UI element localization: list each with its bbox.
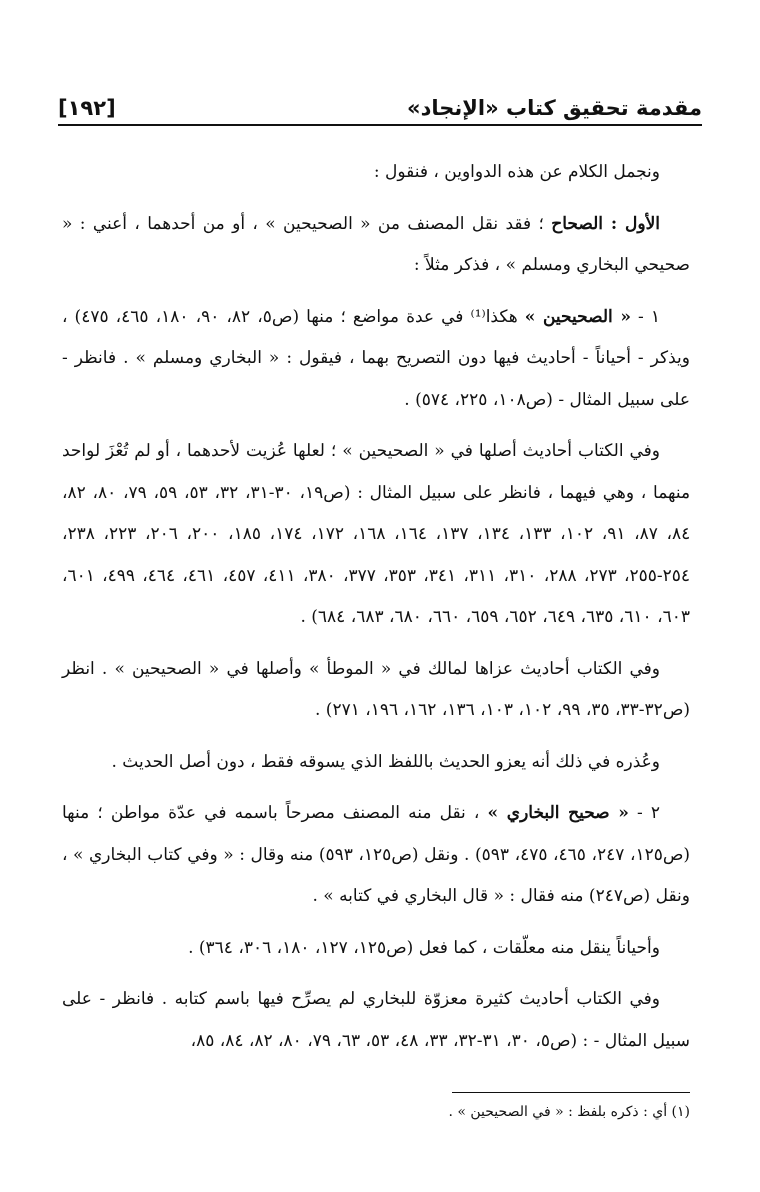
item-label-sahihayn: « الصحيحين »: [524, 306, 631, 327]
paragraph-sihah: [62, 204, 690, 287]
page-title: مقدمة تحقيق كتاب «الإنجاد»: [407, 96, 702, 120]
paragraph-sahihayn-text: هكذا⁽¹⁾ في عدة مواضع ؛ منها (ص٥، ٨٢، ٩٠، ١٨٠، ٤٦٥، ٤٧٥) ، ويذكر - أحياناً - أحاديث فيها دون التصريح بهما ، فيقول : « البخاري ومسلم » . فانظر - على سبيل المثال - (ص١٠٨، ٢٢٥، ٥٧٤) .: [62, 306, 690, 410]
paragraph-sihah-text: ؛ فقد نقل المصنف من « الصحيحين » ، أو من أحدهما ، أعني : « صحيحي البخاري ومسلم » ، فذكر مثلاً :: [62, 213, 690, 275]
footnote: (١) أي : ذكره بلفظ : « في الصحيحين » .: [448, 1104, 690, 1120]
paragraph-bukhari: [62, 793, 690, 918]
section-label-sihah: الأول : الصحاح: [551, 213, 660, 234]
footnote-rule: [452, 1092, 690, 1093]
paragraph-bukhari-text: ، نقل منه المصنف مصرحاً باسمه في عدّة مواطن ؛ منها (ص١٢٥، ٢٤٧، ٤٦٥، ٤٧٥، ٥٩٣) . ونقل (ص١٢٥، ٥٩٣) منه وقال : « وفي كتاب البخاري » ، ونقل (ص٢٤٧) منه فقال : « قال البخاري في كتابه » .: [62, 803, 691, 906]
paragraph-maazuwwa: وفي الكتاب أحاديث كثيرة معزوّة للبخاري لم يصرِّح فيها باسم كتابه . فانظر - على سبيل المثال - : (ص٥، ٣٠، ٣١-٣٢، ٣٣، ٤٨، ٥٣، ٦٣، ٧٩، ٨٠، ٨٢، ٨٤، ٨٥،: [62, 989, 690, 1051]
item-number-1: ١ -: [630, 306, 661, 327]
paragraph-muwatta: وفي الكتاب أحاديث عزاها لمالك في « الموطأ » وأصلها في « الصحيحين » . انظر (ص٣٢-٣٣، ٣٥، ٩٩، ١٠٢، ١٠٣، ١٣٦، ١٦٢، ١٩٦، ٢٧١) .: [62, 658, 690, 720]
paragraph-muallaqat: وأحياناً ينقل منه معلّقات ، كما فعل (ص١٢٥، ١٢٧، ١٨٠، ٣٠٦، ٣٦٤) .: [188, 937, 660, 958]
item-label-bukhari: « صحيح البخاري »: [487, 803, 629, 823]
paragraph-udhr: وعُذره في ذلك أنه يعزو الحديث باللفظ الذي يسوقه فقط ، دون أصل الحديث .: [111, 751, 660, 772]
header-rule: [58, 124, 702, 126]
paragraph-intro: ونجمل الكلام عن هذه الدواوين ، فنقول :: [373, 162, 660, 182]
page-header: [58, 86, 702, 120]
body-text: [62, 152, 690, 1072]
paragraph-sahihayn: [62, 297, 690, 422]
paragraph-ahadith-asluha: وفي الكتاب أحاديث أصلها في « الصحيحين » ؛ لعلها عُزيت لأحدهما ، أو لم تُعْزَ لواحد منهما ، وهي فيهما ، فانظر على سبيل المثال : (ص١٩، ٣٠-٣١، ٣٢، ٥٣، ٥٩، ٧٩، ٨٠، ٨٢، ٨٤، ٨٧، ٩١، ١٠٢، ١٣٣، ١٣٤، ١٣٧، ١٦٤، ١٦٨، ١٧٢، ١٧٤، ١٨٥، ٢٠٠، ٢٠٦، ٢٢٣، ٢٣٨، ٢٥٤-٢٥٥، ٢٧٣، ٢٨٨، ٣١٠، ٣١١، ٣٤١، ٣٥٣، ٣٧٧، ٣٨٠، ٤١١، ٤٥٧، ٤٦١، ٤٦٤، ٤٩٩، ٦٠١، ٦٠٣، ٦١٠، ٦٣٥، ٦٤٩، ٦٥٢، ٦٥٩، ٦٦٠، ٦٨٠، ٦٨٣، ٦٨٤) .: [62, 441, 691, 627]
item-number-2: ٢ -: [628, 803, 660, 823]
page-number: [١٩٢]: [58, 96, 116, 120]
